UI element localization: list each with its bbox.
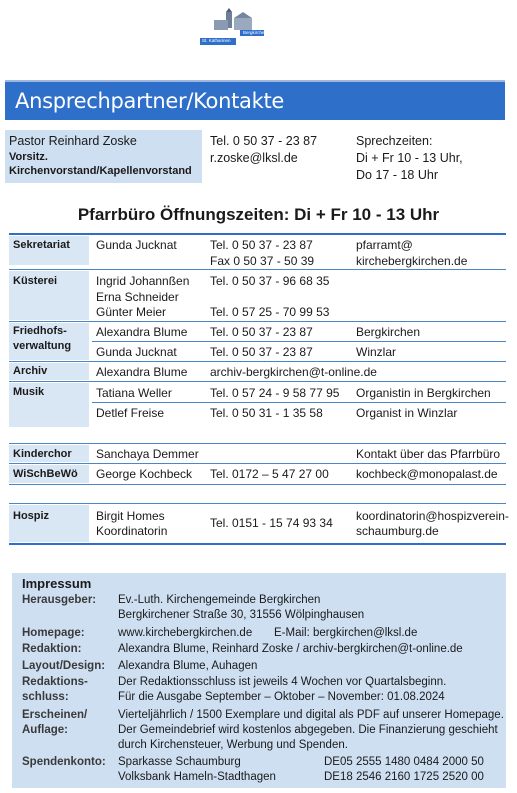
table-bottom-border: [9, 543, 506, 545]
impressum-value: Vierteljährlich / 1500 Exemplare und digital als PDF auf unserer Homepage.: [118, 709, 504, 721]
pastor-name: Pastor Reinhard Zoske: [9, 134, 137, 148]
homepage-link[interactable]: www.kirchebergkirchen.de: [118, 627, 253, 639]
impressum-label: Layout/Design:: [22, 660, 106, 672]
contact-tel: Tel. 0 50 37 - 23 87: [210, 345, 313, 359]
contact-email[interactable]: koordinatorin@hospizverein-: [356, 509, 509, 523]
contact-email-domain[interactable]: kirchebergkirchen.de: [356, 254, 468, 268]
table-divider: [9, 381, 506, 382]
office-hours-title: Pfarrbüro Öffnungszeiten: Di + Fr 10 - 13 Uhr: [77, 205, 440, 224]
bank-iban: DE05 2555 1480 0484 2000 50: [324, 756, 484, 768]
impressum-label: Spendenkonto:: [22, 756, 106, 768]
contact-email[interactable]: archiv-bergkirchen@t-online.de: [210, 365, 377, 379]
impressum-value: Der Redaktionsschluss ist jeweils 4 Wochen vor Quartalsbeginn.: [118, 676, 447, 688]
impressum-label: Redaktion:: [22, 643, 82, 655]
impressum-value: Der Gemeindebrief wird kostenlos abgegeben. Die Finanzierung geschieht: [118, 724, 498, 736]
contact-name: Gunda Jucknat: [96, 345, 177, 359]
pastor-hours-2: Di + Fr 10 - 13 Uhr,: [356, 151, 463, 165]
contact-fax: Fax 0 50 37 - 50 39: [210, 254, 315, 268]
impressum-label: Erscheinen/: [22, 709, 88, 721]
contact-name: Tatiana Weller: [96, 386, 172, 400]
impressum-title: Impressum: [22, 576, 92, 591]
contact-info: Bergkirchen: [356, 325, 421, 339]
contact-email[interactable]: pfarramt@: [356, 238, 413, 252]
pastor-hours-1: Sprechzeiten:: [356, 134, 433, 148]
table-divider: [9, 484, 506, 485]
logo-text: St. Katharinen: [202, 38, 231, 43]
contact-tel: Tel. 0 50 37 - 23 87: [210, 238, 313, 252]
bank-name: Sparkasse Schaumburg: [118, 756, 241, 768]
pastor-email[interactable]: r.zoske@lksl.de: [210, 151, 298, 165]
contact-name: Gunda Jucknat: [96, 238, 177, 252]
contact-info: Organist in Winzlar: [356, 406, 458, 420]
table-divider: [92, 402, 506, 403]
pastor-tel: Tel. 0 50 37 - 23 87: [210, 134, 318, 148]
impressum-value: Alexandra Blume, Reinhard Zoske / archiv-bergkirchen@t-online.de: [118, 643, 463, 655]
table-divider: [9, 503, 506, 504]
table-divider: [9, 321, 506, 322]
row-label: Hospiz: [13, 510, 50, 522]
contact-tel: Tel. 0151 - 15 74 93 34: [210, 516, 333, 530]
contact-name: Günter Meier: [96, 305, 167, 319]
contact-name: George Kochbeck: [96, 467, 193, 481]
bank-iban: DE18 2546 2160 1725 2520 00: [324, 771, 484, 783]
banner-title: Ansprechpartner/Kontakte: [15, 89, 284, 113]
contact-tel: Tel. 0 50 31 - 1 35 58: [210, 406, 323, 420]
contact-name: Alexandra Blume: [96, 365, 188, 379]
impressum-value: durch Kirchensteuer, Werbung und Spenden.: [118, 739, 348, 751]
row-label: Archiv: [13, 365, 48, 377]
contact-email[interactable]: kochbeck@monopalast.de: [356, 467, 498, 481]
row-label: Musik: [13, 386, 45, 398]
contact-name: Erna Schneider: [96, 290, 179, 304]
table-divider: [92, 341, 506, 342]
row-label: Küsterei: [13, 275, 58, 287]
contact-tel: Tel. 0 50 37 - 23 87: [210, 325, 313, 339]
contact-tel: Tel. 0 57 24 - 9 58 77 95: [210, 386, 340, 400]
impressum-value: Für die Ausgabe September – Oktober – November: 01.08.2024: [118, 691, 445, 703]
impressum-label: schluss:: [22, 691, 69, 703]
row-label: WiSchBeWö: [13, 468, 78, 480]
contact-tel: Tel. 0 50 37 - 96 68 35: [210, 274, 330, 288]
contact-name: Ingrid Johannßen: [96, 274, 190, 288]
table-divider: [9, 463, 506, 464]
church-logo: [200, 8, 266, 48]
contact-name: Alexandra Blume: [96, 325, 188, 339]
impressum-label: Homepage:: [22, 627, 85, 639]
impressum-value: Bergkirchener Straße 30, 31556 Wölpinghausen: [118, 609, 365, 621]
impressum-value: Ev.-Luth. Kirchengemeinde Bergkirchen: [118, 594, 321, 606]
impressum-label: Herausgeber:: [22, 594, 97, 606]
impressum-email[interactable]: E-Mail: bergkirchen@lksl.de: [274, 627, 418, 639]
impressum-label: Redaktions-: [22, 676, 88, 688]
row-label: Sekretariat: [13, 239, 70, 251]
impressum-value: Alexandra Blume, Auhagen: [118, 660, 258, 672]
contact-name: Birgit Homes: [96, 509, 165, 523]
row-label: verwaltung: [13, 340, 72, 352]
contact-info: Winzlar: [356, 345, 397, 359]
bank-name: Volksbank Hameln-Stadthagen: [118, 771, 276, 783]
pastor-hours-3: Do 17 - 18 Uhr: [356, 168, 438, 182]
contact-role: Koordinatorin: [96, 524, 168, 538]
logo-badge: Bergkirchen: [243, 30, 268, 35]
table-divider: [9, 443, 506, 444]
contact-name: Sanchaya Demmer: [96, 447, 199, 461]
contact-info: Organistin in Bergkirchen: [356, 386, 491, 400]
table-top-border: [9, 233, 506, 235]
pastor-role-2: Kirchenvorstand/Kapellenvorstand: [9, 165, 192, 177]
table-divider: [9, 269, 506, 270]
contact-name: Detlef Freise: [96, 406, 165, 420]
row-label: Kinderchor: [13, 448, 72, 460]
pastor-role-1: Vorsitz.: [9, 151, 48, 163]
impressum-label: Auflage:: [22, 724, 68, 736]
contact-info: Kontakt über das Pfarrbüro: [356, 447, 501, 461]
impressum-box: [12, 573, 506, 788]
contact-email-domain[interactable]: schaumburg.de: [356, 524, 439, 538]
contact-tel: Tel. 0 57 25 - 70 99 53: [210, 305, 330, 319]
row-label: Friedhofs-: [13, 325, 67, 337]
contact-tel: Tel. 0172 – 5 47 27 00: [210, 467, 329, 481]
section-banner: [5, 80, 505, 120]
table-divider: [9, 361, 506, 362]
